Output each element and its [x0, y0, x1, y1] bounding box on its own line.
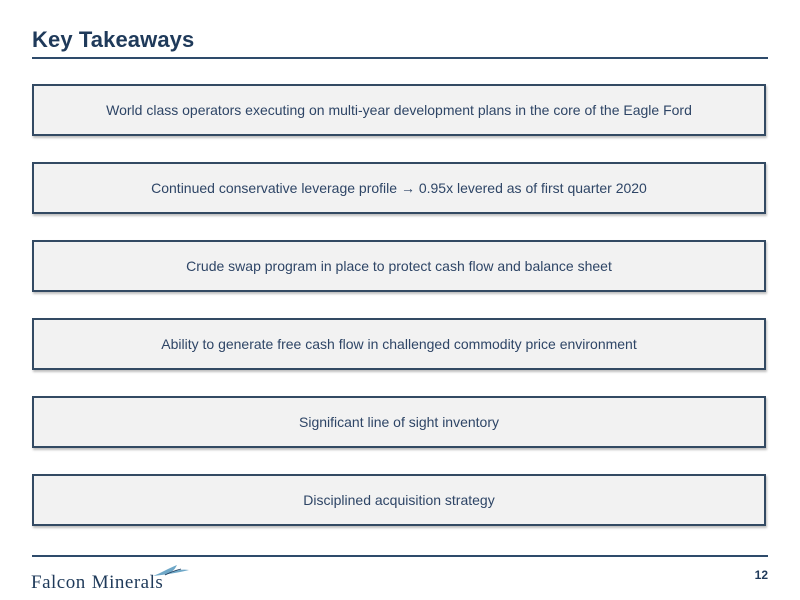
- takeaway-box-4: Ability to generate free cash flow in challenged commodity price environment: [32, 318, 766, 370]
- takeaway-box-2: Continued conservative leverage profile → 0.95x levered as of first quarter 2020: [32, 162, 766, 214]
- logo-word-falcon: Falcon: [31, 572, 86, 593]
- page-title: Key Takeaways: [32, 27, 195, 52]
- logo-word-minerals: Minerals: [91, 572, 164, 593]
- takeaway-box-6: Disciplined acquisition strategy: [32, 474, 766, 526]
- title-divider: [32, 57, 768, 59]
- takeaways-list: [32, 84, 766, 552]
- footer-divider: [32, 555, 768, 557]
- page-number: 12: [754, 568, 768, 582]
- logo-wordmark: [31, 572, 163, 594]
- takeaway-box-5: Significant line of sight inventory: [32, 396, 766, 448]
- takeaway-box-1: World class operators executing on multi-year development plans in the core of the Eagle Ford: [32, 84, 766, 136]
- falcon-minerals-logo: [31, 566, 201, 596]
- takeaway-box-3: Crude swap program in place to protect cash flow and balance sheet: [32, 240, 766, 292]
